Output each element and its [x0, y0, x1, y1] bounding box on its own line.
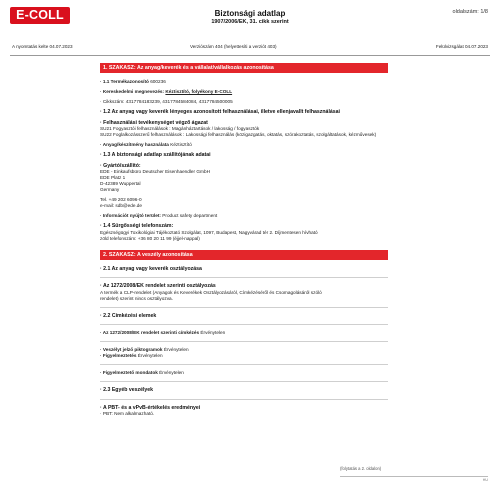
- product-use-label: · Anyag/készítmény használata: [100, 142, 169, 147]
- product-use: [100, 142, 388, 148]
- footer-divider: [340, 476, 488, 477]
- article-number-value: 4317784183239, 4317784584084, 4317784500005: [125, 99, 233, 104]
- document-body: [100, 63, 388, 417]
- page-number: oldalszám: 1/8: [452, 9, 488, 15]
- clp-labelling: [100, 330, 388, 336]
- clp-classification-text: rendelet) szerint nincs osztályozva.: [100, 295, 173, 301]
- signal-word-label: · Figyelmeztetés: [100, 353, 137, 358]
- header-divider: [10, 55, 490, 56]
- pbt-assessment-value: · PBT: Nem alkalmazható.: [100, 411, 155, 416]
- divider: [100, 341, 388, 342]
- signal-word-value: Érvénytelen: [137, 353, 163, 358]
- divider: [100, 277, 388, 278]
- emergency-phone-line: zöld telefonszám: +36 80 20 11 99 (éjjel-nappal): [100, 235, 200, 241]
- hazard-statements: [100, 370, 388, 376]
- section-2-header: 2. SZAKASZ: A veszély azonosítása: [100, 250, 388, 260]
- sector-su22: SU22 Foglalkozásszerű felhasználások : Lakossági felhasználás (közigazgatás, oktatás, szórakoztatás, szolgáltatások, kézművesek): [100, 132, 377, 137]
- divider: [100, 307, 388, 308]
- language-code: HU: [482, 478, 488, 482]
- supplier-email: e-mail: sdb@ede.de: [100, 203, 143, 208]
- clp-labelling-value: Érvénytelen: [200, 330, 226, 335]
- version-number: Verziószám 404 (helyettesíti a verziót 403): [190, 44, 277, 49]
- sector-of-use-title: · Felhasználási tevékenységet végző ágazat: [100, 119, 208, 126]
- emergency-phone-title: · 1.4 Sürgősségi telefonszám:: [100, 223, 174, 229]
- brand-logo: E-COLL: [10, 7, 70, 24]
- clp-classification-title: · Az 1272/2008/EK rendelet szerinti osztályozás: [100, 283, 216, 289]
- supplier-line: EDE - Einkaufsbüro Deutscher Eisenhaendler GmbH: [100, 169, 210, 174]
- supplier-label: · Gyártó/szállító:: [100, 162, 141, 169]
- divider: [100, 324, 388, 325]
- sector-su21: SU21 Fogyasztói felhasználások : Magánháztartások / lakosság / fogyasztók: [100, 126, 260, 131]
- print-date: A nyomtatás kelte 04.07.2023: [12, 44, 73, 49]
- hazard-statements-value: Érvénytelen: [159, 370, 184, 375]
- supplier-phone: Tel. +49 202 6096-0: [100, 197, 142, 202]
- article-number: [100, 99, 388, 105]
- info-department-value: Product safety department: [162, 213, 218, 218]
- document-subtitle: 1907/2006/EK, 31. cikk szerint: [211, 19, 289, 25]
- supplier-line: Germany: [100, 187, 120, 192]
- clp-classification-text: A termék a CLP-rendelet (Anyagok és Keverékek Osztályozásáról, Címkézéséről és Csomagolásáról szóló: [100, 289, 322, 295]
- trade-name: [100, 89, 388, 95]
- divider: [100, 364, 388, 365]
- identified-uses-title: · 1.2 Az anyag vagy keverék lényeges azonosított felhasználásai, illetve ellenjavallt felhasználásai: [100, 109, 340, 115]
- info-department-label: · Információt nyújtó terület:: [100, 213, 161, 218]
- label-elements-title: · 2.2 Címkézési elemek: [100, 312, 157, 319]
- supplier-line: EDE Platz 1: [100, 175, 126, 180]
- divider: [100, 399, 388, 400]
- hazard-pictograms-value: Érvénytelen: [163, 347, 189, 352]
- section-1-header: 1. SZAKASZ: Az anyag/keverék és a vállalat/vállalkozás azonosítása: [100, 63, 388, 73]
- divider: [100, 381, 388, 382]
- continued-note: (folytatás a 2. oldalon): [340, 466, 382, 471]
- article-number-label: · Cikkszám:: [100, 99, 125, 104]
- other-hazards-title: · 2.3 Egyéb veszélyek: [100, 387, 154, 393]
- classification-title: · 2.1 Az anyag vagy keverék osztályozása: [100, 265, 202, 272]
- product-use-value: Kéztisztító: [170, 142, 192, 147]
- info-department: [100, 213, 388, 219]
- emergency-phone-line: Egészségügyi Toxikológiai Tájékoztató Szolgálat, 1097, Budapest, Nagyvárad tér 2. Díjmentesen hívható: [100, 229, 318, 235]
- supplier-details-title: · 1.3 A biztonsági adatlap szállítójának adatai: [100, 152, 211, 158]
- clp-labelling-label: · Az 1272/2008/EK rendelet szerinti címkézés: [100, 330, 200, 335]
- product-identifier: [100, 79, 388, 85]
- product-identifier-value: 600236: [150, 79, 166, 84]
- trade-name-label: · Kereskedelmi megnevezés:: [100, 89, 165, 94]
- trade-name-value: Kéztisztító, folyékony E-COLL: [165, 89, 233, 94]
- pbt-assessment-title: · A PBT- és a vPvB-értékelés eredményei: [100, 404, 201, 411]
- signal-word: [100, 353, 388, 359]
- product-identifier-label: · 1.1 Termékazonosító: [100, 79, 149, 84]
- document-title: Biztonsági adatlap: [214, 9, 286, 18]
- supplier-line: D-42389 Wuppertal: [100, 181, 141, 186]
- revision-date: Felülvizsgálat 04.07.2023: [435, 44, 488, 49]
- hazard-pictograms-label: · Veszélyt jelző piktogramok: [100, 347, 163, 352]
- hazard-statements-label: · Figyelmeztető mondatok: [100, 370, 158, 375]
